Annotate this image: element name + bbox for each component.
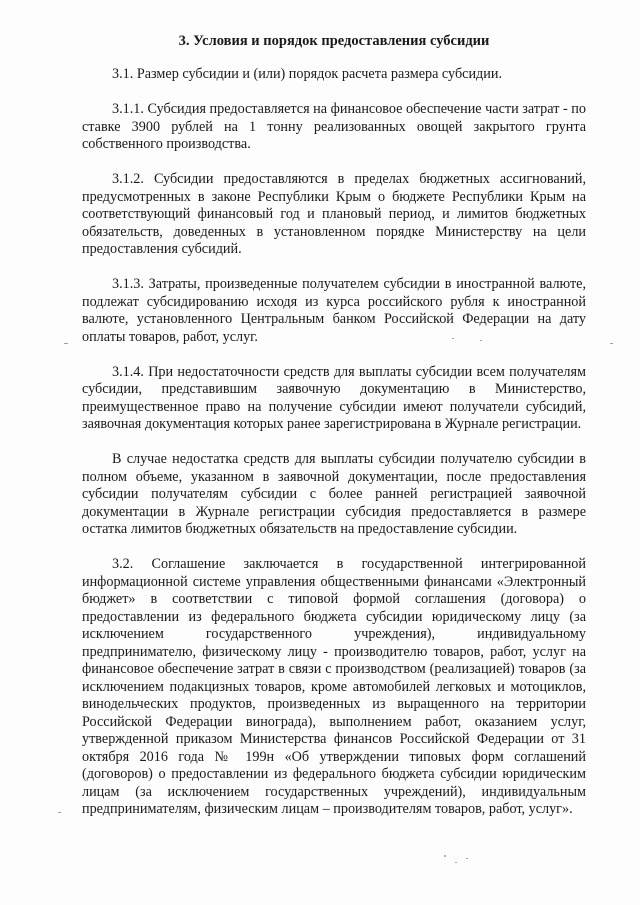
paragraph-shortage-of-funds: В случае недостатка средств для выплаты субсидии получателю субсидии в полном объеме, указанном в заявочной документации, после предоставления субсидии получателям субсидии с более ранней регистрацией заявочной документации в Журнале регистрации субсидия предоставляется в размере остатка лимитов бюджетных обязательств на предоставление субсидии. bbox=[82, 451, 586, 537]
paragraph-3-1: 3.1. Размер субсидии и (или) порядок расчета размера субсидии. bbox=[112, 66, 503, 82]
paragraph-3-1-3: 3.1.3. Затраты, произведенные получателем субсидии в иностранной валюте, подлежат субсидированию исходя из курса российского рубля к иностранной валюте, установленного Центральным банком Российской Федерации на дату оплаты товаров, работ, услуг. bbox=[82, 276, 586, 345]
scan-speck bbox=[466, 858, 468, 859]
section-title: 3. Условия и порядок предоставления субсидии bbox=[178, 33, 490, 49]
scan-speck bbox=[452, 338, 454, 339]
paragraph-3-1-4: 3.1.4. При недостаточности средств для выплаты субсидии всем получателям субсидии, представившим заявочную документацию в Министерство, преимущественное право на получение субсидии имеют получатели субсидий, заявочная документация которых ранее зарегистрирована в Журнале регистрации. bbox=[82, 363, 586, 432]
scan-speck bbox=[64, 343, 68, 344]
paragraph-3-2: 3.2. Соглашение заключается в государственной интегрированной информационной системе управления общественными финансами «Электронный бюджет» в соответствии с типовой формой соглашения (договора) о предоставлении из федерального бюджета субсидии юридическому лицу (за исключением государственного учреждения), индивидуальному предпринимателю, физическому лицу - производителю товаров, работ, услуг на финансовое обеспечение затрат в связи с производством (реализацией) товаров (за исключением подакцизных товаров, кроме автомобилей легковых и мотоциклов, винодельческих продуктов, произведенных из выращенного на территории Российской Федерации винограда), выполнением работ, оказанием услуг, утвержденной приказом Министерства финансов Российской Федерации от 31 октября 2016 года № 199н «Об утверждении типовых форм соглашений (договоров) о предоставлении из федерального бюджета субсидии юридическим лицам (за исключением государственных учреждений), индивидуальным предпринимателям, физическим лицам – производителям товаров, работ, услуг». bbox=[82, 556, 586, 817]
scan-speck bbox=[455, 862, 457, 863]
scan-speck bbox=[444, 855, 446, 857]
paragraph-3-1-1: 3.1.1. Субсидия предоставляется на финансовое обеспечение части затрат - по ставке 3900 рублей на 1 тонну реализованных овощей закрытого грунта собственного производства. bbox=[82, 101, 586, 152]
scan-speck bbox=[480, 340, 482, 341]
document-body bbox=[82, 32, 586, 819]
scan-speck bbox=[610, 343, 613, 344]
paragraph-3-1-2: 3.1.2. Субсидии предоставляются в пределах бюджетных ассигнований, предусмотренных в законе Республики Крым о бюджете Республики Крым на соответствующий финансовый год и плановый период, и лимитов бюджетных обязательств, доведенных в установленном порядке Министерству на цели предоставления субсидий. bbox=[82, 171, 586, 257]
scan-speck bbox=[58, 812, 61, 813]
